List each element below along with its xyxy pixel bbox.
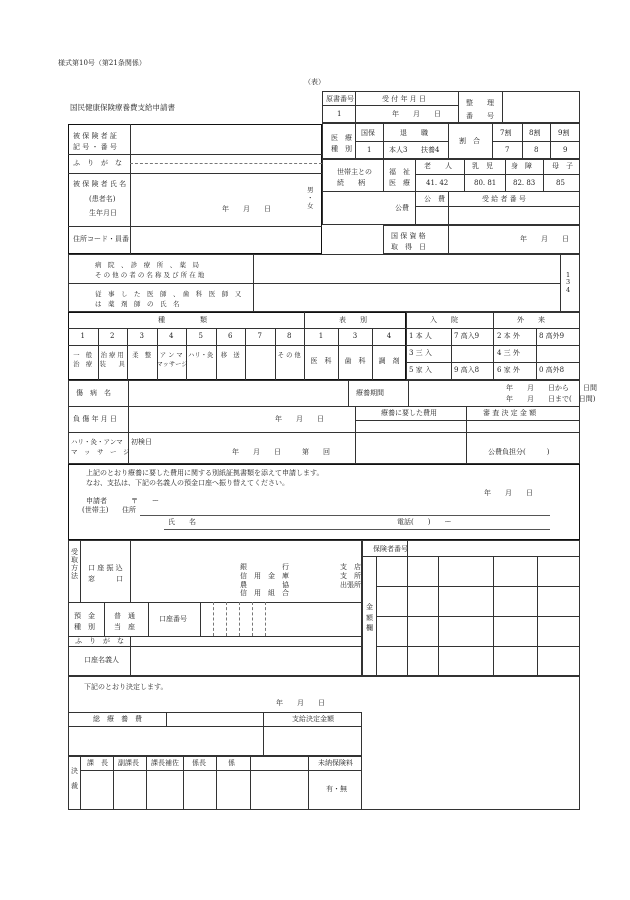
household-relation-label: 世帯主との 続 柄 — [337, 168, 372, 188]
outpatient-code-8: 8 高外9 — [539, 332, 565, 340]
category-name: そ の 他 — [277, 352, 301, 359]
patient-label: (患者名) — [89, 195, 116, 203]
welfare-infant: 乳 児 — [472, 162, 493, 170]
role-section-chief: 課 長 — [87, 759, 108, 767]
category-name: ア ン マ マッサージ — [156, 352, 188, 368]
amount-column-label: 金 額 欄 — [366, 603, 373, 632]
facility-side-codes: 1 3 4 — [566, 271, 571, 294]
public-burden-label: 公費負担分( ) — [488, 448, 550, 456]
welfare-disabled: 身 障 — [511, 162, 532, 170]
outpatient-code-0: 0 高外8 — [539, 366, 565, 374]
transfer-window-label: 口 座 振 込 窓 口 — [88, 564, 123, 584]
period-label: 療養期間 — [356, 389, 384, 397]
retired-label: 退 職 — [400, 129, 428, 137]
role-staff: 係 — [228, 759, 235, 767]
outpatient-code-6: 6 家 外 — [497, 366, 520, 374]
injury-date-label: 負 傷 年 月 日 — [73, 415, 117, 423]
reception-no-value: 1 — [337, 110, 342, 118]
account-holder-label: 口座名義人 — [84, 656, 119, 664]
category-name: 一 般 治 療 — [73, 352, 93, 368]
seiri-label: 整 理 番 号 — [466, 99, 494, 120]
bank-types: 銀 行 信 用 金 庫 農 協 信 用 組 合 — [240, 563, 289, 598]
birth-label: 生年月日 — [89, 209, 117, 217]
welfare-code-3: 82. 83 — [513, 179, 536, 187]
ratio-8: 8割 — [529, 129, 541, 137]
kokuho-code: 1 — [367, 146, 372, 154]
qualification-label: 国 保 資 格 取 得 日 — [391, 232, 426, 252]
welfare-label: 福 祉 医 療 — [389, 168, 410, 188]
postal-code: 〒 ー — [131, 497, 159, 505]
decision-amount-label: 審 査 決 定 金 額 — [483, 409, 537, 417]
category-name: ハリ・灸 — [188, 352, 214, 359]
reception-no-label: 原書番号 — [326, 95, 354, 103]
role-deputy-chief: 副課長 — [118, 759, 139, 767]
period-to: 年 月 日まで( 日間) — [506, 395, 596, 403]
branch-types: 支 店 支 所 出張所 — [340, 563, 361, 589]
first-visit-label: 初検日 — [131, 438, 152, 446]
inpatient-label: 入 院 — [430, 316, 458, 324]
table-kind-number: 1 — [318, 332, 324, 340]
sex-label: 男 ・ 女 — [307, 186, 314, 210]
massage-label: ハリ・灸・アンマ マ ッ サ ー ジ — [71, 438, 130, 457]
kokuho-label: 国保 — [361, 129, 375, 137]
inpatient-code-1: 1 本 人 — [409, 332, 432, 340]
category-number: 3 — [139, 332, 144, 340]
category-name: 治 療 用 装 具 — [99, 352, 125, 368]
page-title: 国民健康保険療養費支給申請書 — [70, 103, 175, 112]
unpaid-premium-label: 未納保険料 — [318, 759, 353, 767]
decision-text: 下記のとおり決定します。 — [84, 683, 168, 691]
outpatient-label: 外 来 — [517, 316, 545, 324]
category-label: 種 類 — [158, 316, 207, 324]
public-expense-mark: 公費 — [395, 204, 409, 212]
address-label: 住所 — [122, 506, 136, 514]
insured-symbol-label: 被 保 険 者 証 記 号 ・ 番 号 — [73, 132, 117, 152]
hospital-label: 病 院 、 診 療 所 、 薬 局 そ の 他 の 者 の 名 称 及 び 所 在 地 — [95, 261, 205, 280]
account-number-label: 口座番号 — [159, 615, 187, 623]
cost-label: 療養に要した費用 — [381, 409, 437, 417]
insurer-no-label: 保険者番号 — [373, 545, 408, 553]
table-kind-number: 4 — [386, 332, 392, 340]
category-number: 1 — [80, 332, 85, 340]
illness-name-label: 傷 病 名 — [76, 389, 111, 397]
reception-date-label: 受 付 年 月 日 — [382, 95, 426, 103]
deposit-type-label: 預 金 種 別 — [74, 612, 95, 632]
welfare-code-2: 80. 81 — [474, 179, 497, 187]
role-assistant-chief: 課長補佐 — [151, 759, 179, 767]
welfare-single-parent: 母 子 — [552, 162, 573, 170]
inpatient-code-5: 5 家 入 — [409, 366, 432, 374]
retired-self: 本人3 — [389, 146, 408, 154]
welfare-elderly: 老 人 — [424, 162, 452, 170]
table-kind-name: 歯 科 — [344, 357, 366, 365]
welfare-code-1: 41. 42 — [426, 179, 449, 187]
role-unit-leader: 係長 — [192, 759, 206, 767]
category-number: 5 — [198, 332, 203, 340]
public-expense-label: 公 費 — [424, 195, 445, 203]
unpaid-premium-value: 有・無 — [326, 785, 347, 793]
ratio-code-7: 7 — [505, 146, 510, 154]
ratio-code-8: 8 — [534, 146, 539, 154]
telephone-label: 電話( ) ー — [397, 518, 452, 526]
table-kind-number: 3 — [352, 332, 358, 340]
doctor-label: 従 事 し た 医 師 、 歯 科 医 師 又 は 薬 剤 師 の 氏 名 — [95, 290, 242, 309]
qualification-value: 年 月 日 — [520, 235, 569, 243]
insured-furigana-label: ふ り が な — [73, 159, 122, 167]
table-kind-name: 医 科 — [310, 357, 332, 365]
ratio-code-9: 9 — [563, 146, 568, 154]
injury-date-value: 年 月 日 — [275, 415, 324, 423]
retired-dependent: 扶養4 — [421, 146, 440, 154]
approval-label: 決 裁 — [71, 767, 78, 791]
first-visit-value: 年 月 日 第 回 — [232, 448, 330, 456]
medical-type-label: 医 療 種 別 — [331, 134, 352, 154]
application-date: 年 月 日 — [484, 489, 533, 497]
amount-box — [362, 540, 580, 676]
payment-amount-label: 支給決定金額 — [292, 715, 334, 723]
application-text-2: なお、支払は、下記の名義人の預金口座へ振り替えてください。 — [86, 479, 289, 487]
category-name: 柔 整 — [132, 352, 152, 359]
recipient-no-label: 受 給 者 番 号 — [482, 195, 526, 203]
address-code-label: 住所コード・員番 — [73, 235, 129, 243]
inpatient-code-3: 3 三 入 — [409, 349, 432, 357]
category-number: 8 — [287, 332, 292, 340]
form-number: 様式第10号（第21条関係） — [58, 59, 146, 67]
ratio-7: 7割 — [500, 129, 512, 137]
category-number: 2 — [110, 332, 115, 340]
outpatient-code-4: 4 三 外 — [497, 349, 520, 357]
table-kind-label: 表 別 — [339, 316, 367, 324]
welfare-code-4: 85 — [556, 179, 565, 187]
side-label: （表） — [304, 78, 325, 86]
ratio-9: 9割 — [558, 129, 570, 137]
application-text-1: 上記のとおり療養に要した費用に関する別紙証拠書類を添えて申請します。 — [86, 469, 324, 477]
reception-box — [322, 91, 580, 123]
birth-value: 年 月 日 — [222, 205, 271, 213]
category-number: 7 — [257, 332, 262, 340]
inpatient-code-9: 9 高入8 — [454, 366, 480, 374]
applicant-name-label: 氏 名 — [168, 518, 196, 526]
period-from: 年 月 日から 日間 — [506, 384, 597, 392]
applicant-label: 申請者 — [86, 497, 107, 505]
reception-date-value: 年 月 日 — [392, 110, 441, 118]
category-number: 6 — [228, 332, 233, 340]
category-number: 4 — [169, 332, 174, 340]
outpatient-code-2: 2 本 外 — [497, 332, 520, 340]
category-name: 移 送 — [220, 352, 240, 359]
decision-date: 年 月 日 — [276, 699, 325, 707]
inpatient-code-7: 7 高入9 — [454, 332, 480, 340]
household-head-label: (世帯主) — [82, 506, 109, 514]
deposit-types: 普 通 当 座 — [114, 612, 135, 632]
insured-name-label: 被 保 険 者 氏 名 — [73, 180, 127, 188]
bank-furigana-label: ふ り が な — [75, 637, 124, 645]
receive-method-label: 受 取 方 法 — [71, 548, 78, 581]
table-kind-name: 調 剤 — [378, 357, 400, 365]
total-cost-label: 総 療 養 費 — [93, 715, 142, 723]
ratio-label: 割 合 — [459, 137, 480, 145]
